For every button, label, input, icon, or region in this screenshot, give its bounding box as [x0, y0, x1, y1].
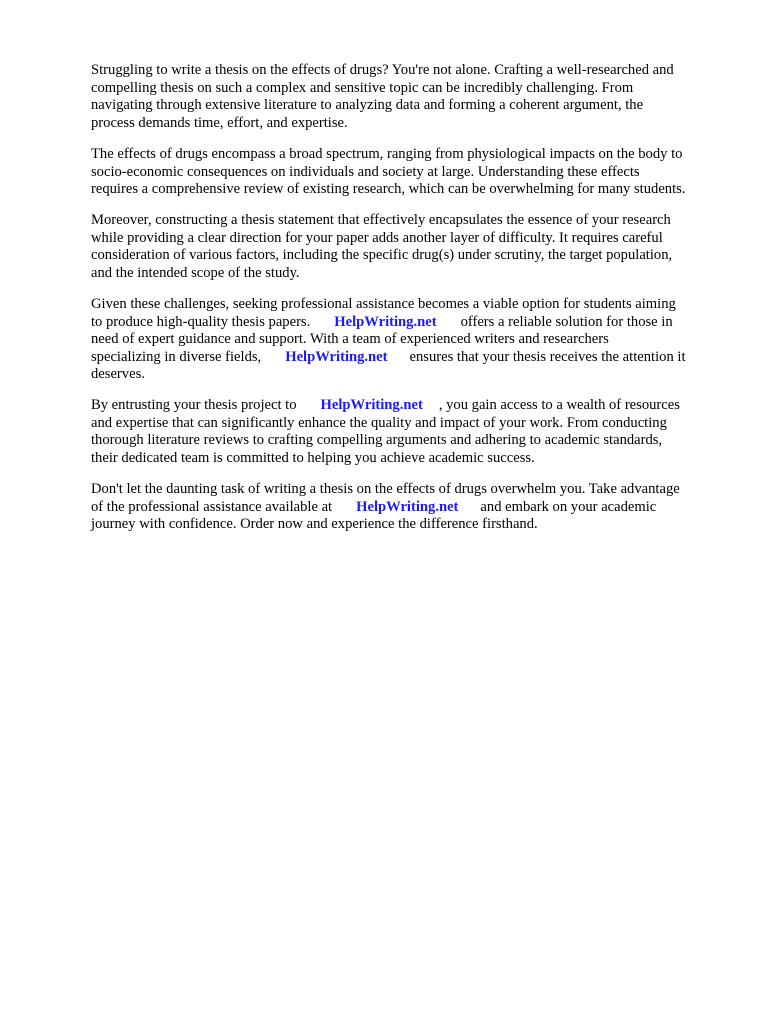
text-line: navigating through extensive literature to analyzing data and forming a coherent argument, the — [91, 97, 644, 113]
text-line: Don't let the daunting task of writing a thesis on the effects of drugs overwhelm you. Take advantage — [91, 481, 680, 497]
text-line: journey with confidence. Order now and experience the difference firsthand. — [91, 516, 538, 532]
text-segment: offers a reliable solution for those in — [460, 313, 673, 330]
text-line: socio-economic consequences on individuals and society at large. Understanding these effects — [91, 163, 640, 180]
text-line — [91, 397, 680, 414]
text-line — [91, 314, 673, 331]
text-line — [91, 349, 686, 366]
text-line: consideration of various factors, including the specific drug(s) under scrutiny, the target population, — [91, 247, 673, 263]
text-line: Given these challenges, seeking professional assistance becomes a viable option for students aiming — [91, 296, 676, 312]
text-segment: specializing in diverse fields, — [91, 348, 262, 365]
text-line: while providing a clear direction for your paper adds another layer of difficulty. It requires careful — [91, 229, 663, 246]
text-segment: to produce high-quality thesis papers. — [91, 313, 311, 330]
text-segment: By entrusting your thesis project to — [91, 397, 297, 413]
helpwriting-link[interactable]: HelpWriting.net — [285, 348, 388, 365]
text-segment: and embark on your academic — [480, 498, 657, 515]
text-segment: of the professional assistance available at — [91, 498, 333, 515]
helpwriting-link[interactable]: HelpWriting.net — [320, 397, 423, 413]
text-line: thorough literature reviews to crafting compelling arguments and adhering to academic standards, — [91, 432, 663, 448]
helpwriting-link[interactable]: HelpWriting.net — [356, 498, 459, 515]
text-segment: , you gain access to a wealth of resources — [438, 397, 680, 413]
text-line: and the intended scope of the study. — [91, 264, 300, 281]
helpwriting-link[interactable]: HelpWriting.net — [334, 313, 437, 330]
text-segment: ensures that your thesis receives the attention it — [409, 348, 686, 365]
text-line: their dedicated team is committed to helping you achieve academic success. — [91, 449, 535, 466]
text-line: compelling thesis on such a complex and sensitive topic can be incredibly challenging. From — [91, 79, 634, 96]
text-line: Struggling to write a thesis on the effects of drugs? You're not alone. Crafting a well-researched and — [91, 62, 674, 78]
text-line: and expertise that can significantly enhance the quality and impact of your work. From conducting — [91, 414, 667, 431]
text-line: process demands time, effort, and expertise. — [91, 114, 348, 131]
text-line: Moreover, constructing a thesis statement that effectively encapsulates the essence of your research — [91, 212, 671, 228]
text-line: The effects of drugs encompass a broad spectrum, ranging from physiological impacts on the body to — [91, 146, 683, 162]
text-line: need of expert guidance and support. With a team of experienced writers and researchers — [91, 331, 609, 347]
text-line: deserves. — [91, 366, 145, 382]
text-line: requires a comprehensive review of existing research, which can be overwhelming for many students. — [91, 181, 686, 197]
text-line — [91, 499, 656, 516]
